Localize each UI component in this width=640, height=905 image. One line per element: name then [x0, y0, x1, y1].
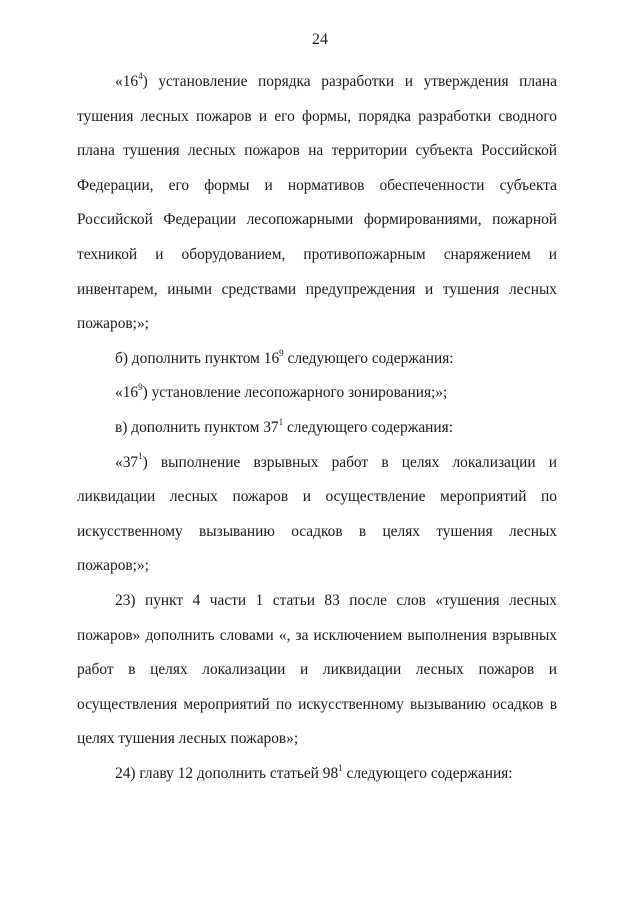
paragraph-item-37-1: «$37^1$) выполнение взрывных работ в целях локализации и ликвидации лесных пожаров и осуществление мероприятий по искусственному вызыванию осадков в целях тушения лесных пожаров;»; [77, 451, 557, 575]
paragraph-amend-b: б) дополнить пунктом $16^9$ следующего содержания: [115, 347, 454, 367]
page-number: 24 [312, 31, 328, 48]
document-body [77, 65, 557, 791]
paragraph-item-16-9: «$16^9$) установление лесопожарного зонирования;»; [115, 382, 448, 402]
paragraph-amend-v: в) дополнить пунктом $37^1$ следующего содержания: [115, 416, 453, 436]
paragraph-item-16-4: «$16^4$) установление порядка разработки и утверждения плана тушения лесных пожаров и его формы, порядка разработки сводного плана тушения лесных пожаров на территории субъекта Российской Федерации, его формы и нормативов обеспеченности субъекта Российской Федерации лесопожарными формированиями, пожарной техникой и оборудованием, противопожарным снаряжением и инвентарем, иными средствами предупреждения и тушения лесных пожаров;»; [77, 70, 557, 333]
paragraph-item-24: 24) главу 12 дополнить статьей $98^1$ следующего содержания: [115, 762, 513, 782]
paragraph-item-23: 23) пункт 4 части 1 статьи 83 после слов «тушения лесных пожаров» дополнить словами «, за исключением выполнения взрывных работ в целях локализации и ликвидации лесных пожаров и осуществления мероприятий по искусственному вызыванию осадков в целях тушения лесных пожаров»; [77, 591, 557, 748]
